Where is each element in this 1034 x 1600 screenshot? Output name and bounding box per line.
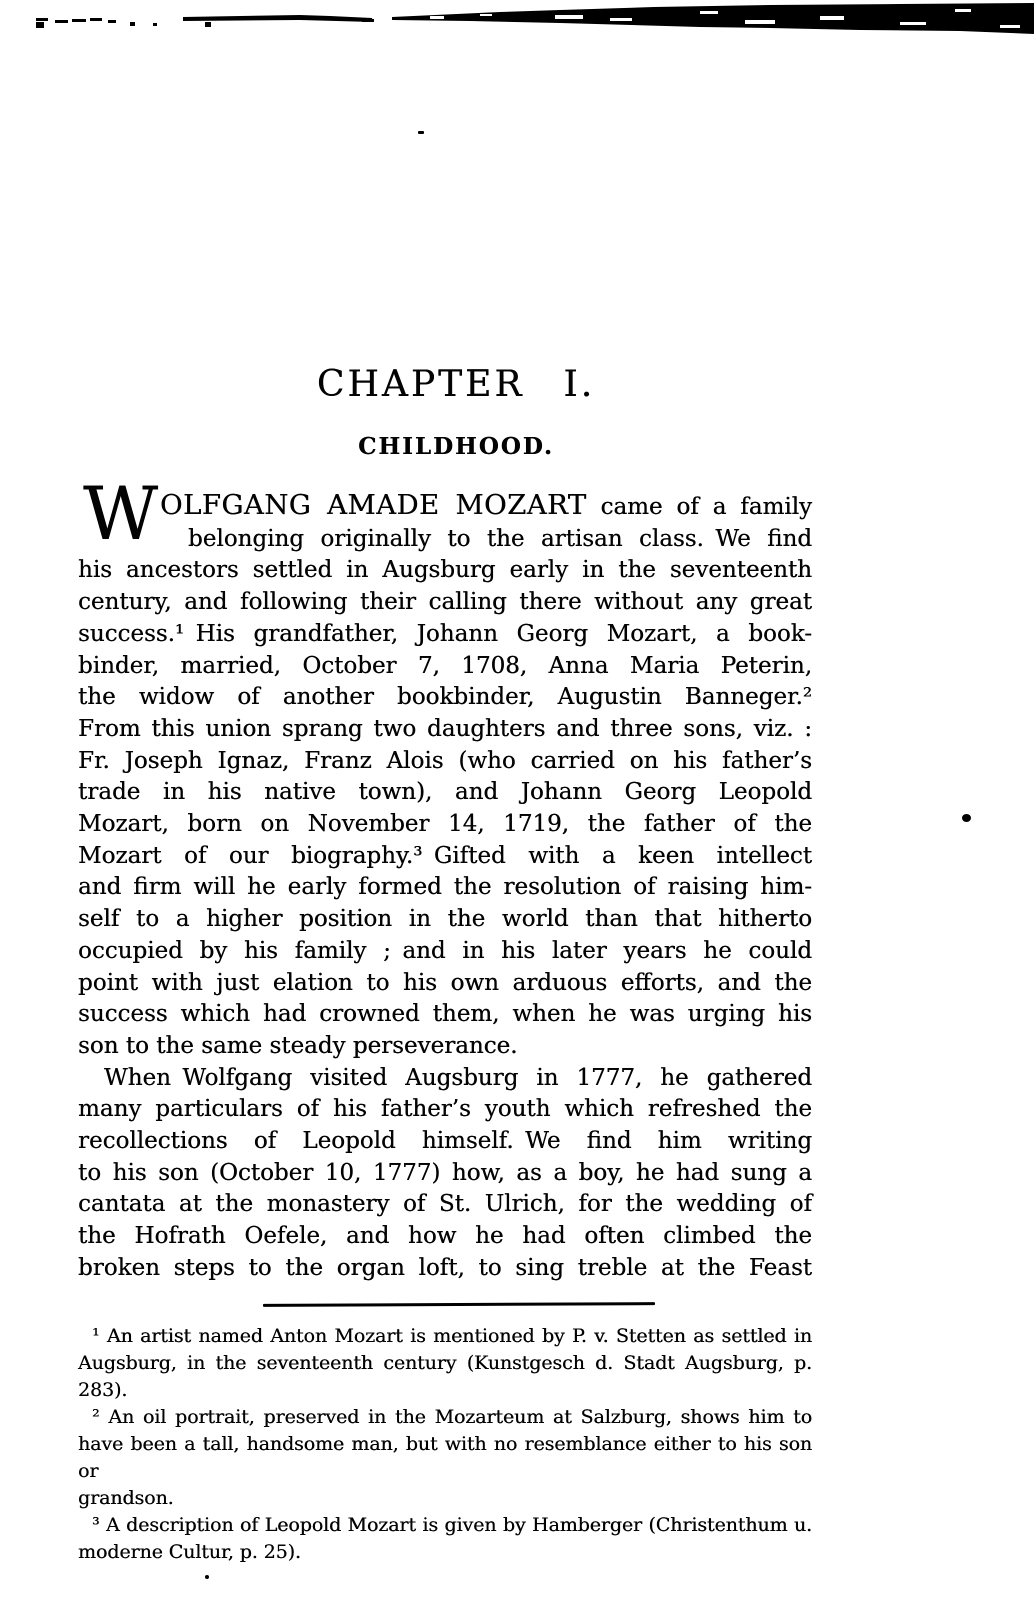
body-text-line: success which had crowned them, when he was urging his bbox=[78, 1001, 812, 1028]
body-text-line bbox=[78, 490, 812, 524]
ink-speck bbox=[418, 131, 424, 134]
footnote-line: moderne Cultur, p. 25). bbox=[78, 1541, 301, 1563]
footnote-divider bbox=[263, 1302, 655, 1307]
body-text-line: the Hofrath Oefele, and how he had often climbed the bbox=[78, 1223, 812, 1250]
footnotes bbox=[78, 1323, 812, 1566]
section-heading: CHILDHOOD. bbox=[358, 433, 554, 460]
body-text-line: cantata at the monastery of St. Ulrich, for the wedding of bbox=[78, 1191, 812, 1218]
body-text-line: When Wolfgang visited Augsburg in 1777, he gathered bbox=[104, 1064, 812, 1091]
footnote-line: ³ A description of Leopold Mozart is given by Hamberger (Christenthum u. bbox=[92, 1514, 812, 1536]
small-caps-name: OLFGANG AMADE MOZART bbox=[160, 489, 587, 521]
body-text-line: broken steps to the organ loft, to sing treble at the Feast bbox=[78, 1254, 812, 1281]
body-text-line: occupied by his family ; and in his later years he could bbox=[78, 937, 812, 964]
footnote-line: Augsburg, in the seventeenth century (Kunstgesch d. Stadt Augsburg, p. 283). bbox=[78, 1352, 812, 1401]
body-text-line: recollections of Leopold himself. We find him writing bbox=[78, 1128, 812, 1155]
body-text-line: many particulars of his father’s youth which refreshed the bbox=[78, 1096, 812, 1123]
line-text: came of a family bbox=[600, 494, 813, 520]
body-text-line: Fr. Joseph Ignaz, Franz Alois (who carried on his father’s bbox=[78, 747, 812, 774]
body-text-line: belonging originally to the artisan class. We find bbox=[188, 525, 812, 552]
body-text-line: Mozart of our biography.³ Gifted with a keen intellect bbox=[78, 842, 812, 869]
body-text-line: his ancestors settled in Augsburg early in the seventeenth bbox=[78, 557, 812, 584]
scan-noise-artifact bbox=[0, 0, 1034, 48]
footnote-line: grandson. bbox=[78, 1487, 174, 1509]
body-text bbox=[78, 490, 812, 1285]
body-text-line: From this union sprang two daughters and three sons, viz. : bbox=[78, 715, 812, 742]
footnote-line: ² An oil portrait, preserved in the Mozarteum at Salzburg, shows him to bbox=[92, 1406, 812, 1428]
body-text-line: and firm will he early formed the resolution of raising him- bbox=[78, 874, 812, 901]
ink-speck bbox=[205, 1575, 209, 1579]
body-text-line: Mozart, born on November 14, 1719, the father of the bbox=[78, 811, 812, 838]
footnote-line: have been a tall, handsome man, but with no resemblance either to his son or bbox=[78, 1433, 812, 1482]
body-text-line: binder, married, October 7, 1708, Anna Maria Peterin, bbox=[78, 652, 812, 679]
ink-speck bbox=[962, 814, 971, 822]
footnote-line: ¹ An artist named Anton Mozart is mentioned by P. v. Stetten as settled in bbox=[92, 1325, 812, 1347]
body-text-line: self to a higher position in the world than that hitherto bbox=[78, 906, 812, 933]
body-text-line: son to the same steady perseverance. bbox=[78, 1032, 518, 1059]
body-text-line: trade in his native town), and Johann Georg Leopold bbox=[78, 779, 812, 806]
body-text-line: success.¹ His grandfather, Johann Georg Mozart, a book- bbox=[78, 620, 812, 647]
body-text-line: point with just elation to his own arduous efforts, and the bbox=[78, 969, 812, 996]
body-text-line: the widow of another bookbinder, Augustin Banneger.² bbox=[78, 684, 812, 711]
body-text-line: to his son (October 10, 1777) how, as a boy, he had sung a bbox=[78, 1159, 812, 1186]
chapter-heading: CHAPTER I. bbox=[316, 364, 596, 405]
drop-cap: W bbox=[83, 472, 159, 557]
body-text-line: century, and following their calling there without any great bbox=[78, 589, 812, 616]
